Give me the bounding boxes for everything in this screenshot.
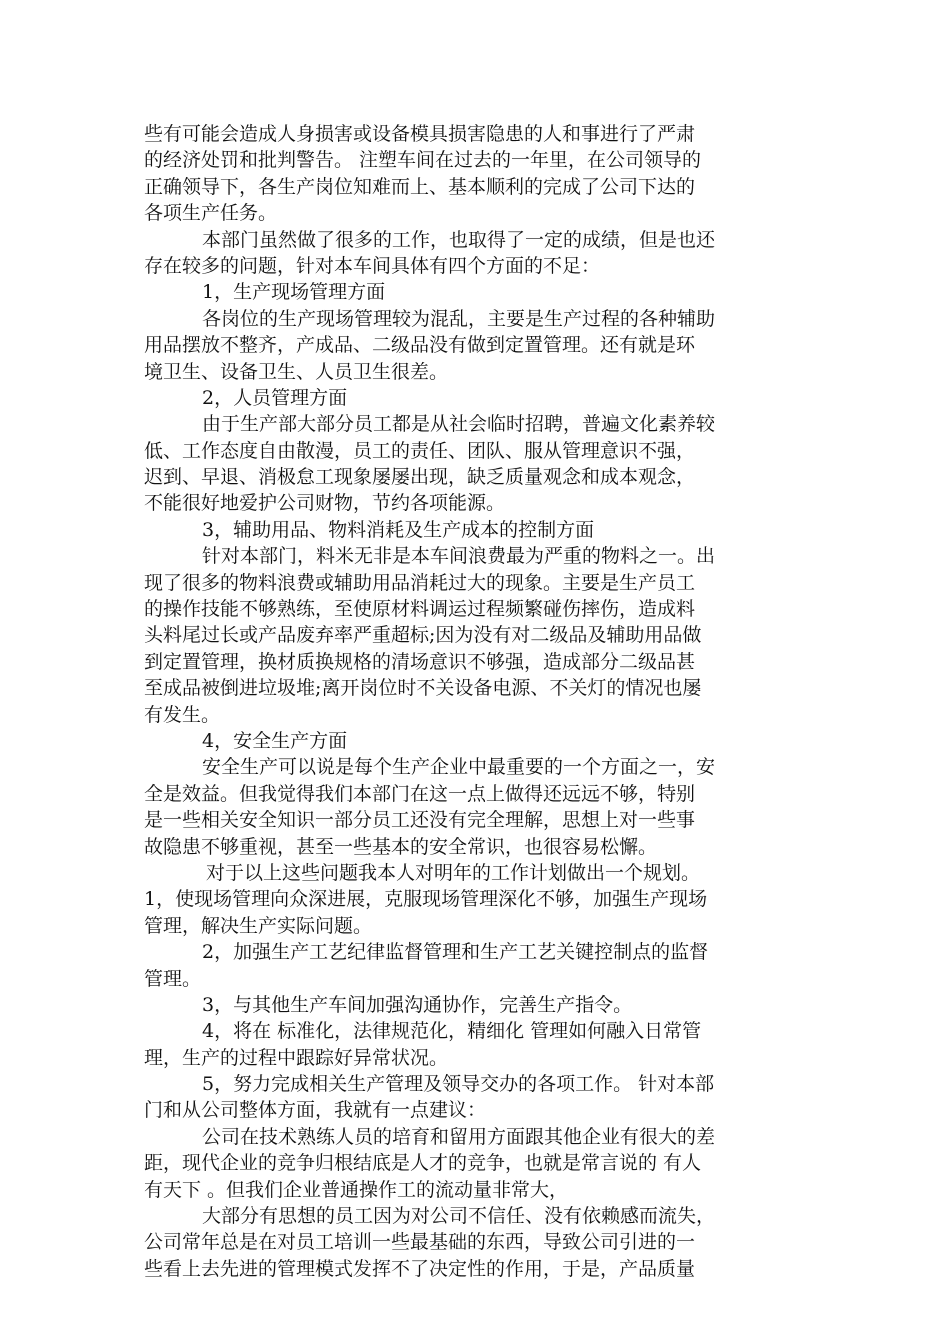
text-line: 正确领导下，各生产岗位知难而上、基本顺利的完成了公司下达的 [144,175,696,198]
text-line: 理，生产的过程中跟踪好异常状况。 [144,1046,449,1069]
text-line: 有天下 。但我们企业普通操作工的流动量非常大， [144,1178,569,1201]
text-line: 境卫生、设备卫生、人员卫生很差。 [144,360,449,383]
text-line: 1，生产现场管理方面 [202,281,386,304]
text-line: 安全生产可以说是每个生产企业中最重要的一个方面之一，安 [202,756,716,779]
text-line: 头料尾过长或产品废弃率严重超标;因为没有对二级品及辅助用品做 [144,624,702,647]
text-line: 对于以上这些问题我本人对明年的工作计划做出一个规划。 [206,861,701,884]
text-line: 迟到、早退、消极怠工现象屡屡出现，缺乏质量观念和成本观念， [144,466,696,489]
text-line: 公司常年总是在对员工培训一些最基础的东西，导致公司引进的一 [144,1231,696,1254]
text-line: 全是效益。但我觉得我们本部门在这一点上做得还远远不够，特别 [144,782,696,805]
text-line: 门和从公司整体方面，我就有一点建议： [144,1099,487,1122]
text-line: 4，安全生产方面 [202,729,348,752]
text-line: 些有可能会造成人身损害或设备模具损害隐患的人和事进行了严肃 [144,123,696,145]
text-line: 管理。 [144,967,202,990]
text-line: 4，将在 标准化，法律规范化，精细化 管理如何融入日常管 [202,1020,702,1043]
text-line: 的经济处罚和批判警告。 注塑车间在过去的一年里，在公司领导的 [144,149,702,172]
text-line: 有发生。 [144,703,221,726]
text-line: 管理，解决生产实际问题。 [144,914,373,937]
text-line: 2，加强生产工艺纪律监督管理和生产工艺关键控制点的监督 [202,941,709,964]
text-line: 公司在技术熟练人员的培育和留用方面跟其他企业有很大的差 [202,1125,716,1148]
text-line: 至成品被倒进垃圾堆;离开岗位时不关设备电源、不关灯的情况也屡 [144,677,702,700]
text-line: 是一些相关安全知识一部分员工还没有完全理解，思想上对一些事 [144,809,696,832]
text-line: 故隐患不够重视，甚至一些基本的安全常识，也很容易松懈。 [144,835,658,858]
document-body [144,121,809,1282]
text-line: 由于生产部大部分员工都是从社会临时招聘，普遍文化素养较 [202,413,716,436]
text-line: 2，人员管理方面 [202,386,348,409]
text-line: 到定置管理，换材质换规格的清场意识不够强，造成部分二级品甚 [144,650,696,673]
text-line: 5，努力完成相关生产管理及领导交办的各项工作。 针对本部 [202,1073,715,1096]
text-line: 3，辅助用品、物料消耗及生产成本的控制方面 [202,518,595,541]
text-line: 低、工作态度自由散漫，员工的责任、团队、服从管理意识不强， [144,439,696,462]
text-line: 1，使现场管理向众深进展，克服现场管理深化不够，加强生产现场 [144,888,708,911]
text-line: 些看上去先进的管理模式发挥不了决定性的作用，于是，产品质量 [144,1257,696,1280]
text-line: 存在较多的问题，针对本车间具体有四个方面的不足： [144,254,601,277]
text-line: 3，与其他生产车间加强沟通协作，完善生产指令。 [202,993,633,1016]
text-line: 本部门虽然做了很多的工作，也取得了一定的成绩，但是也还 [202,228,716,251]
text-line: 针对本部门，料米无非是本车间浪费最为严重的物料之一。出 [202,545,716,568]
text-line: 大部分有思想的员工因为对公司不信任、没有依赖感而流失， [202,1205,716,1228]
text-line: 各岗位的生产现场管理较为混乱，主要是生产过程的各种辅助 [202,307,716,330]
text-line: 不能很好地爱护公司财物，节约各项能源。 [144,492,506,515]
text-line: 用品摆放不整齐，产成品、二级品没有做到定置管理。还有就是环 [144,334,696,357]
text-line: 现了很多的物料浪费或辅助用品消耗过大的现象。主要是生产员工 [144,571,696,594]
text-line: 各项生产任务。 [144,202,278,225]
text-line: 距，现代企业的竞争归根结底是人才的竞争，也就是常言说的 有人 [144,1152,702,1175]
text-line: 的操作技能不够熟练，至使原材料调运过程频繁碰伤摔伤，造成料 [144,598,696,621]
